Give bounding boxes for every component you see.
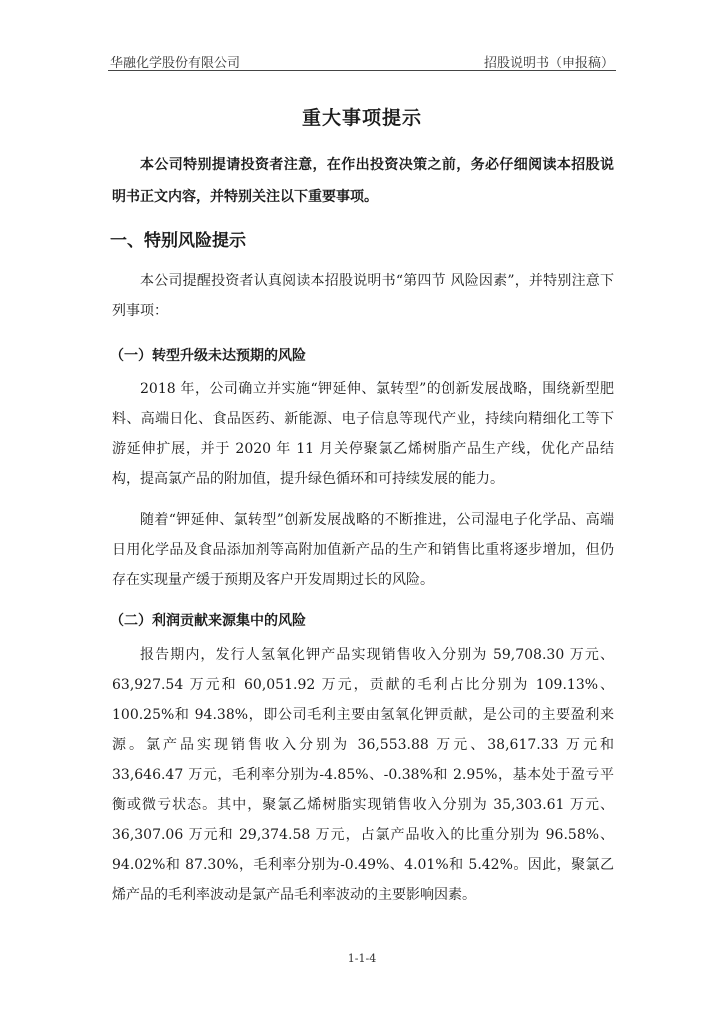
header-company-name: 华融化学股份有限公司 (110, 56, 241, 71)
header-divider (108, 70, 616, 71)
risk-heading-transformation: （一）转型升级未达预期的风险 (110, 348, 306, 364)
risk-profit-concentration-paragraph: 报告期内，发行人氢氧化钾产品实现销售收入分别为 59,708.30 万元、63,927.54 万元和 60,051.92 万元，贡献的毛利占比分别为 109.13%、100.25%和 94.38%，即公司毛利主要由氢氧化钾贡献，是公司的主要盈利来源。氯产品实现销售收入分别为 36,553.88 万元、38,617.33 万元和 33,646.47 万元，毛利率分别为-4.85%、-0.38%和 2.95%，基本处于盈亏平衡或微亏状态。其中，聚氯乙烯树脂实现销售收入分别为 35,303.61 万元、36,307.06 万元和 29,374.58 万元，占氯产品收入的比重分别为 96.58%、94.02%和 87.30%，毛利率分别为-0.49%、4.01%和 5.42%。因此，聚氯乙烯产品的毛利率波动是氯产品毛利率波动的主要影响因素。 (112, 647, 614, 903)
risk-transformation-paragraph-2: 随着“钾延伸、氯转型”创新发展战略的不断推进，公司湿电子化学品、高端日用化学品及食品添加剂等高附加值新产品的生产和销售比重将逐步增加，但仍存在实现量产缓于预期及客户开发周期过长的风险。 (112, 512, 614, 588)
page-header (108, 48, 616, 71)
page-number: 1-1-4 (347, 952, 377, 965)
header-document-type: 招股说明书（申报稿） (483, 56, 614, 71)
section-intro-paragraph: 本公司提醒投资者认真阅读本招股说明书“第四节 风险因素”，并特别注意下列事项： (112, 273, 614, 319)
risk-transformation-paragraph-1: 2018 年，公司确立并实施“钾延伸、氯转型”的创新发展战略，围绕新型肥料、高端日化、食品医药、新能源、电子信息等现代产业，持续向精细化工等下游延伸扩展，并于 2020 年 11 月关停聚氯乙烯树脂产品生产线，优化产品结构，提高氯产品的附加值，提升绿色循环和可持续发展的能力。 (112, 381, 614, 487)
risk-heading-profit-concentration: （二）利润贡献来源集中的风险 (110, 613, 306, 629)
section-heading-special-risks: 一、特别风险提示 (110, 231, 246, 251)
page-title: 重大事项提示 (301, 107, 422, 129)
intro-paragraph: 本公司特别提请投资者注意，在作出投资决策之前，务必仔细阅读本招股说明书正文内容，并特别关注以下重要事项。 (112, 157, 614, 205)
